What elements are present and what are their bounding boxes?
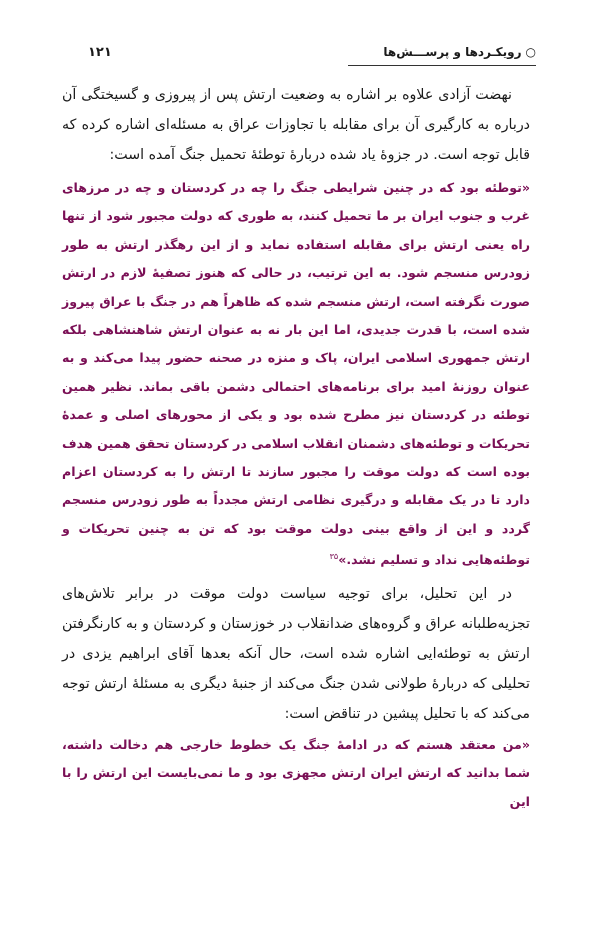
circle-marker-icon: ○ xyxy=(525,45,536,59)
quote-block-1 xyxy=(62,174,530,575)
paragraph-analysis: در این تحلیل، برای توجیه سیاست دولت موقت در برابر تلاش‌های تجزیه‌طلبانه عراق و گروه‌های ضدانقلاب در خوزستان و کردستان و به کارنگرفتن ارتش به توطئه‌ایی اشاره شده است، حال آنکه بعدها آقای ابراهیم یزدی در تحلیلی که دربارهٔ طولانی شدن جنگ می‌کند از جنبهٔ دیگری به مسئلهٔ ارتش توجه می‌کند که با تحلیل پیشین در تناقض است: xyxy=(61,585,530,722)
quote-block-2: «من معتقد هستم که در ادامهٔ جنگ یک خطوط خارجی هم دخالت داشته، شما بدانید که ارتش ایران ارتش مجهزی بود و ما نمی‌بایست این ارتش را با این xyxy=(62,736,530,809)
paragraph-intro: نهضت آزادی علاوه بر اشاره به وضعیت ارتش پس از پیروزی و گسیختگی آن درباره به کارگیری آن برای مقابله با تجاوزات عراق به مسئله‌ای اشاره کرده که قابل توجه است. در جزوهٔ یاد شده دربارهٔ توطئهٔ تحمیل جنگ آمده است: xyxy=(62,87,530,163)
footnote-marker: ۳۵ xyxy=(329,552,339,562)
page-body xyxy=(62,80,530,820)
header-rule xyxy=(348,65,536,66)
quote-1-text: «توطئه بود که در چنین شرایطی جنگ را چه در کردستان و چه در مرزهای غرب و جنوب ایران بر ما تحمیل کنند، به طوری که دولت مجبور شود از تنها راه یعنی ارتش برای مقابله استفاده نماید و از این رهگذر ارتش به طور زودرس منسجم شود. به این ترتیب، در حالی که هنوز تصفیهٔ لازم در ارتش صورت نگرفته است، ارتش منسجم شده که ظاهراً هم در جنگ با عراق پیروز شده است، با قدرت جدیدی، اما این بار نه به عنوان ارتش شاهنشاهی بلکه ارتش جمهوری اسلامی ایران، پاک و منزه در صحنه حضور پیدا می‌کند و به عنوان روزنهٔ امید برای برنامه‌های احتمالی دشمن باقی بماند. نظیر همین توطئه در کردستان نیز مطرح شده بود و یکی از محورهای اصلی و عمدهٔ تحریکات و توطئه‌های دشمنان انقلاب اسلامی در کردستان تحقق همین هدف بوده است که دولت موقت را مجبور سازند تا ارتش را به کردستان اعزام دارد تا در یک مقابله و درگیری نظامی ارتش مجدداً به طور زودرس منسجم گردد و این از واقع بینی دولت موقت بود که تن به چنین تحریکات و توطئه‌هایی نداد و تسلیم نشد.» xyxy=(62,180,530,568)
running-title-text: رویکـردها و پرســـش‌ها xyxy=(383,45,522,59)
running-title xyxy=(383,45,536,59)
page-number: ۱۲۱ xyxy=(88,45,112,60)
page-header xyxy=(88,45,536,67)
